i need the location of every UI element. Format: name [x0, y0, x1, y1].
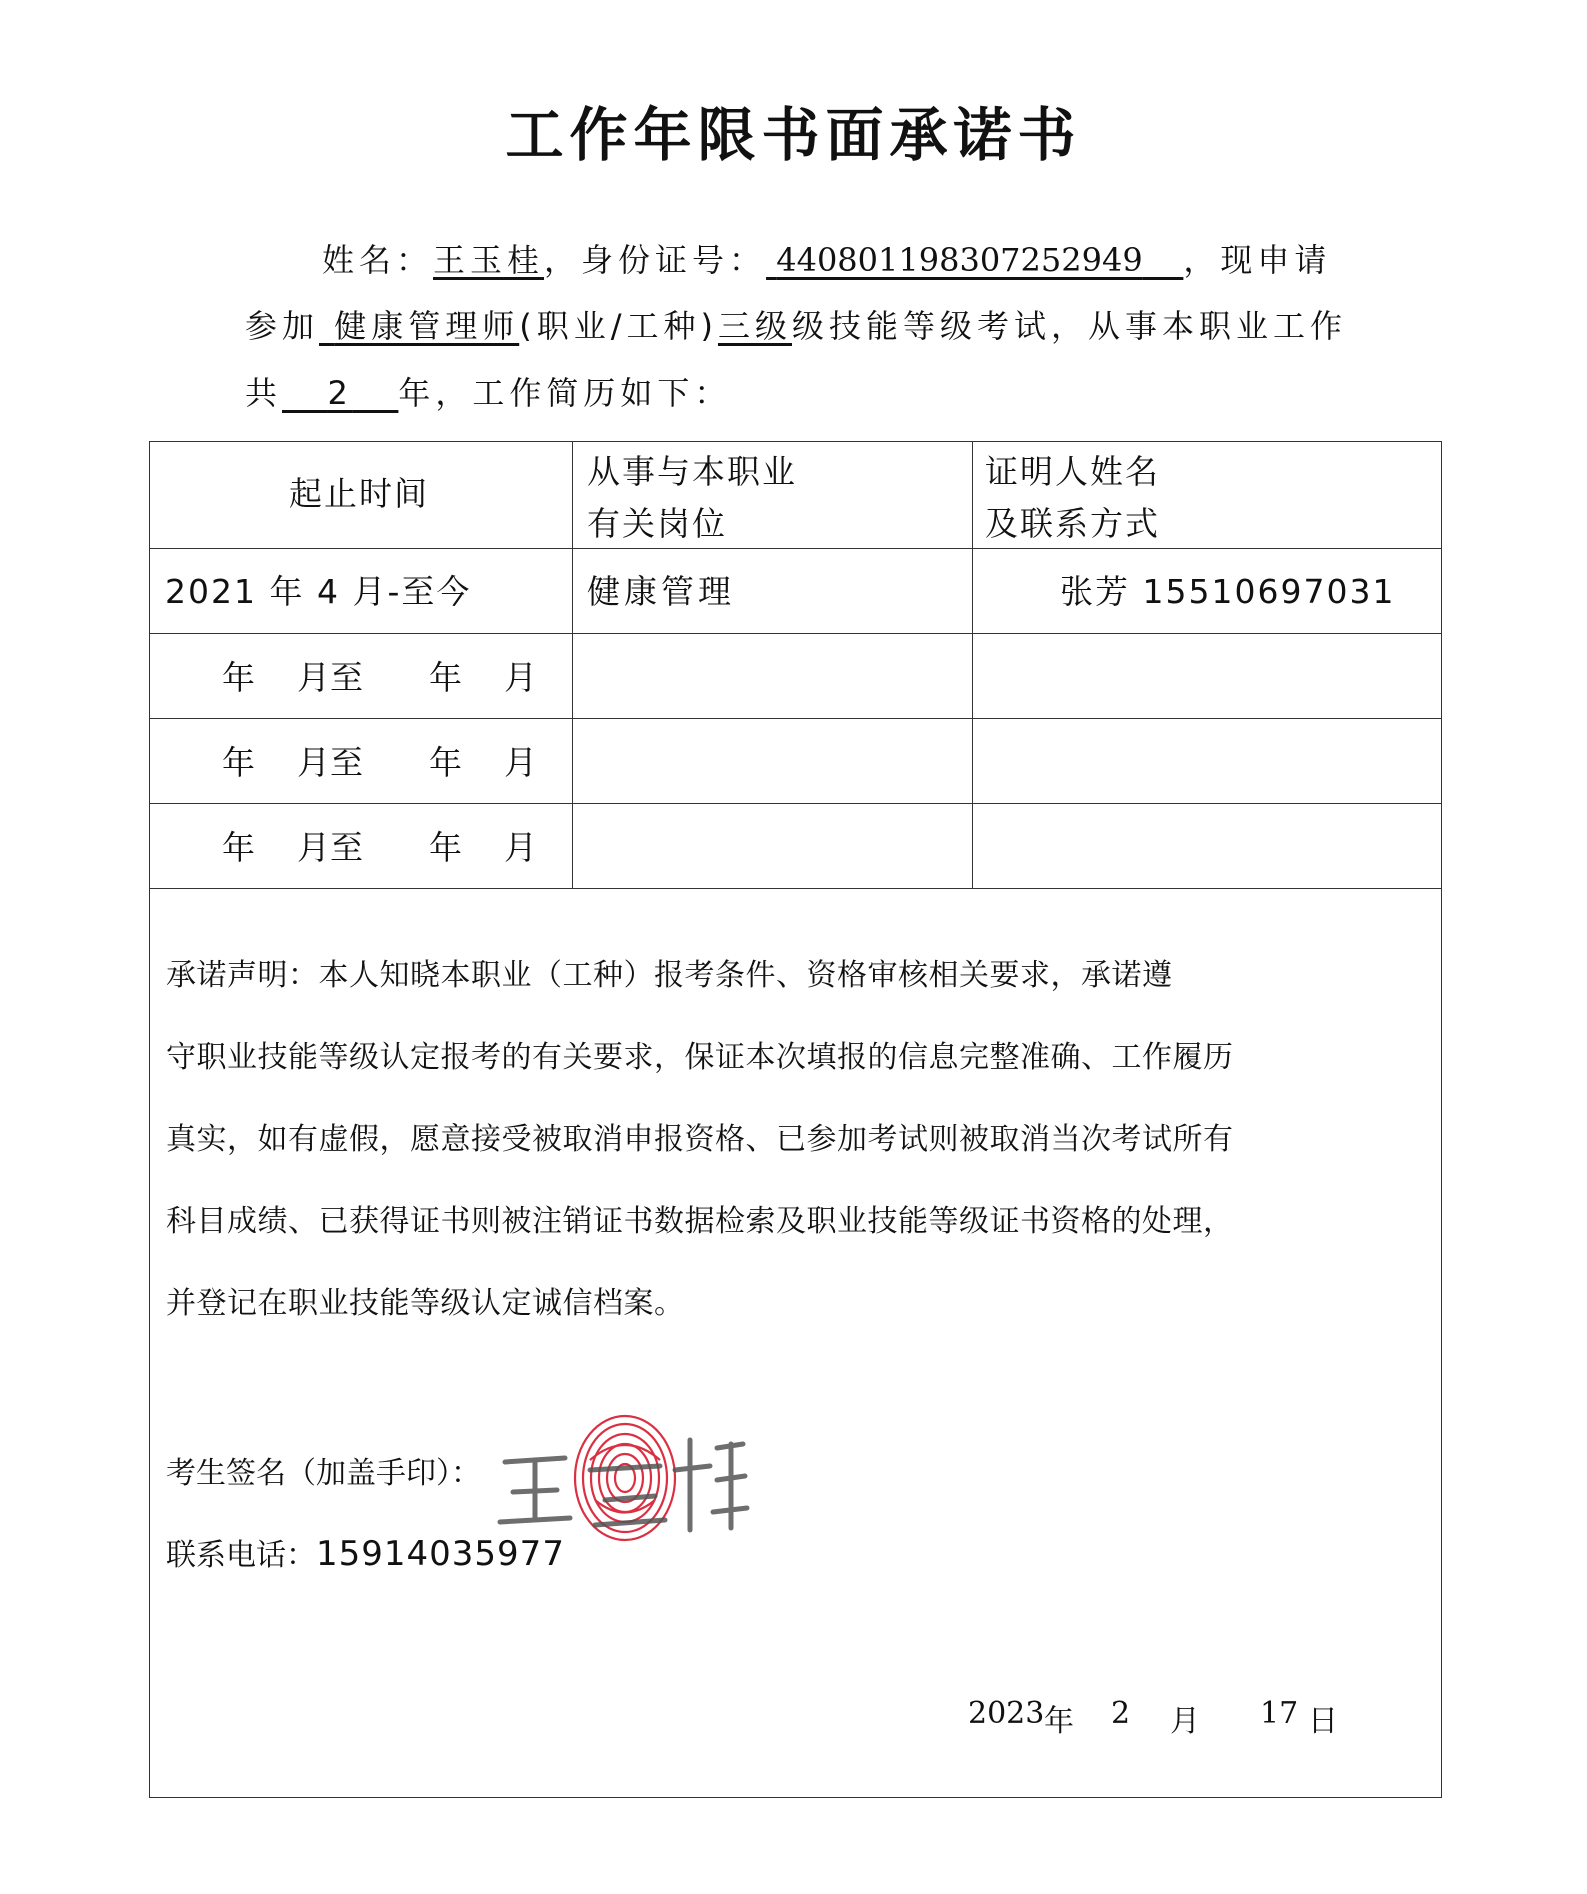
declaration-line: 科目成绩、已获得证书则被注销证书数据检索及职业技能等级证书资格的处理，	[166, 1204, 1234, 1239]
table-divider	[149, 633, 1442, 634]
declaration-line: 并登记在职业技能等级认定诚信档案。	[166, 1286, 685, 1321]
declaration-line: 真实，如有虚假，愿意接受被取消申报资格、已参加考试则被取消当次考试所有	[166, 1122, 1234, 1157]
phone-number: 15914035977	[316, 1534, 565, 1574]
declaration-text	[166, 935, 1286, 1345]
id-number: 440801198307252949	[776, 241, 1143, 279]
header-position	[587, 446, 797, 550]
date-day: 17	[1260, 1696, 1299, 1731]
table-divider	[149, 888, 1442, 889]
occupation-suffix: (职业/工种)	[519, 307, 718, 345]
name-value: 王玉桂	[433, 241, 545, 279]
phone-label: 联系电话：	[166, 1538, 316, 1573]
row-1-certifier: 张芳 15510697031	[1060, 572, 1396, 611]
header-certifier-line2: 及联系方式	[985, 504, 1160, 543]
page-title: 工作年限书面承诺书	[505, 101, 1082, 169]
name-label: 姓名：	[322, 241, 434, 279]
declaration-line: 承诺声明：本人知晓本职业（工种）报考条件、资格审核相关要求，承诺遵	[166, 958, 1173, 993]
header-position-line1: 从事与本职业	[587, 452, 797, 491]
date-year-label: 年	[1044, 1704, 1074, 1739]
level-value: 三级	[717, 307, 792, 345]
header-certifier	[985, 446, 1160, 550]
years-value: 2	[327, 374, 353, 412]
date-day-label: 日	[1308, 1704, 1338, 1739]
header-certifier-line1: 证明人姓名	[985, 452, 1160, 491]
contact-phone	[166, 1530, 565, 1574]
join-label: 参加	[245, 307, 320, 345]
date-year: 2023	[968, 1696, 1045, 1731]
header-position-line2: 有关岗位	[587, 504, 727, 543]
table-column-divider	[572, 441, 573, 889]
total-label: 共	[245, 374, 283, 412]
intro-line-3	[245, 360, 1365, 426]
occupation-value: 健康管理师	[334, 307, 520, 345]
row-1-position: 健康管理	[587, 572, 735, 611]
intro-line-2	[245, 293, 1365, 359]
exam-text: 级技能等级考试，从事本职业工作	[791, 307, 1347, 345]
date-month: 2	[1111, 1696, 1131, 1731]
table-divider	[149, 718, 1442, 719]
row-1-time: 2021 年 4 月-至今	[165, 572, 472, 611]
apply-text: ，现申请	[1183, 241, 1332, 279]
table-column-divider	[972, 441, 973, 889]
declaration-line: 守职业技能等级认定报考的有关要求，保证本次填报的信息完整准确、工作履历	[166, 1040, 1234, 1075]
header-time: 起止时间	[289, 474, 429, 513]
intro-line-1	[322, 227, 1442, 293]
signature-label: 考生签名（加盖手印）：	[166, 1456, 481, 1491]
id-label: ，身份证号：	[544, 241, 767, 279]
resume-text: 年，工作简历如下：	[398, 374, 732, 412]
date-month-label: 月	[1170, 1704, 1200, 1739]
signature-fingerprint-image	[495, 1400, 755, 1550]
table-divider	[149, 803, 1442, 804]
